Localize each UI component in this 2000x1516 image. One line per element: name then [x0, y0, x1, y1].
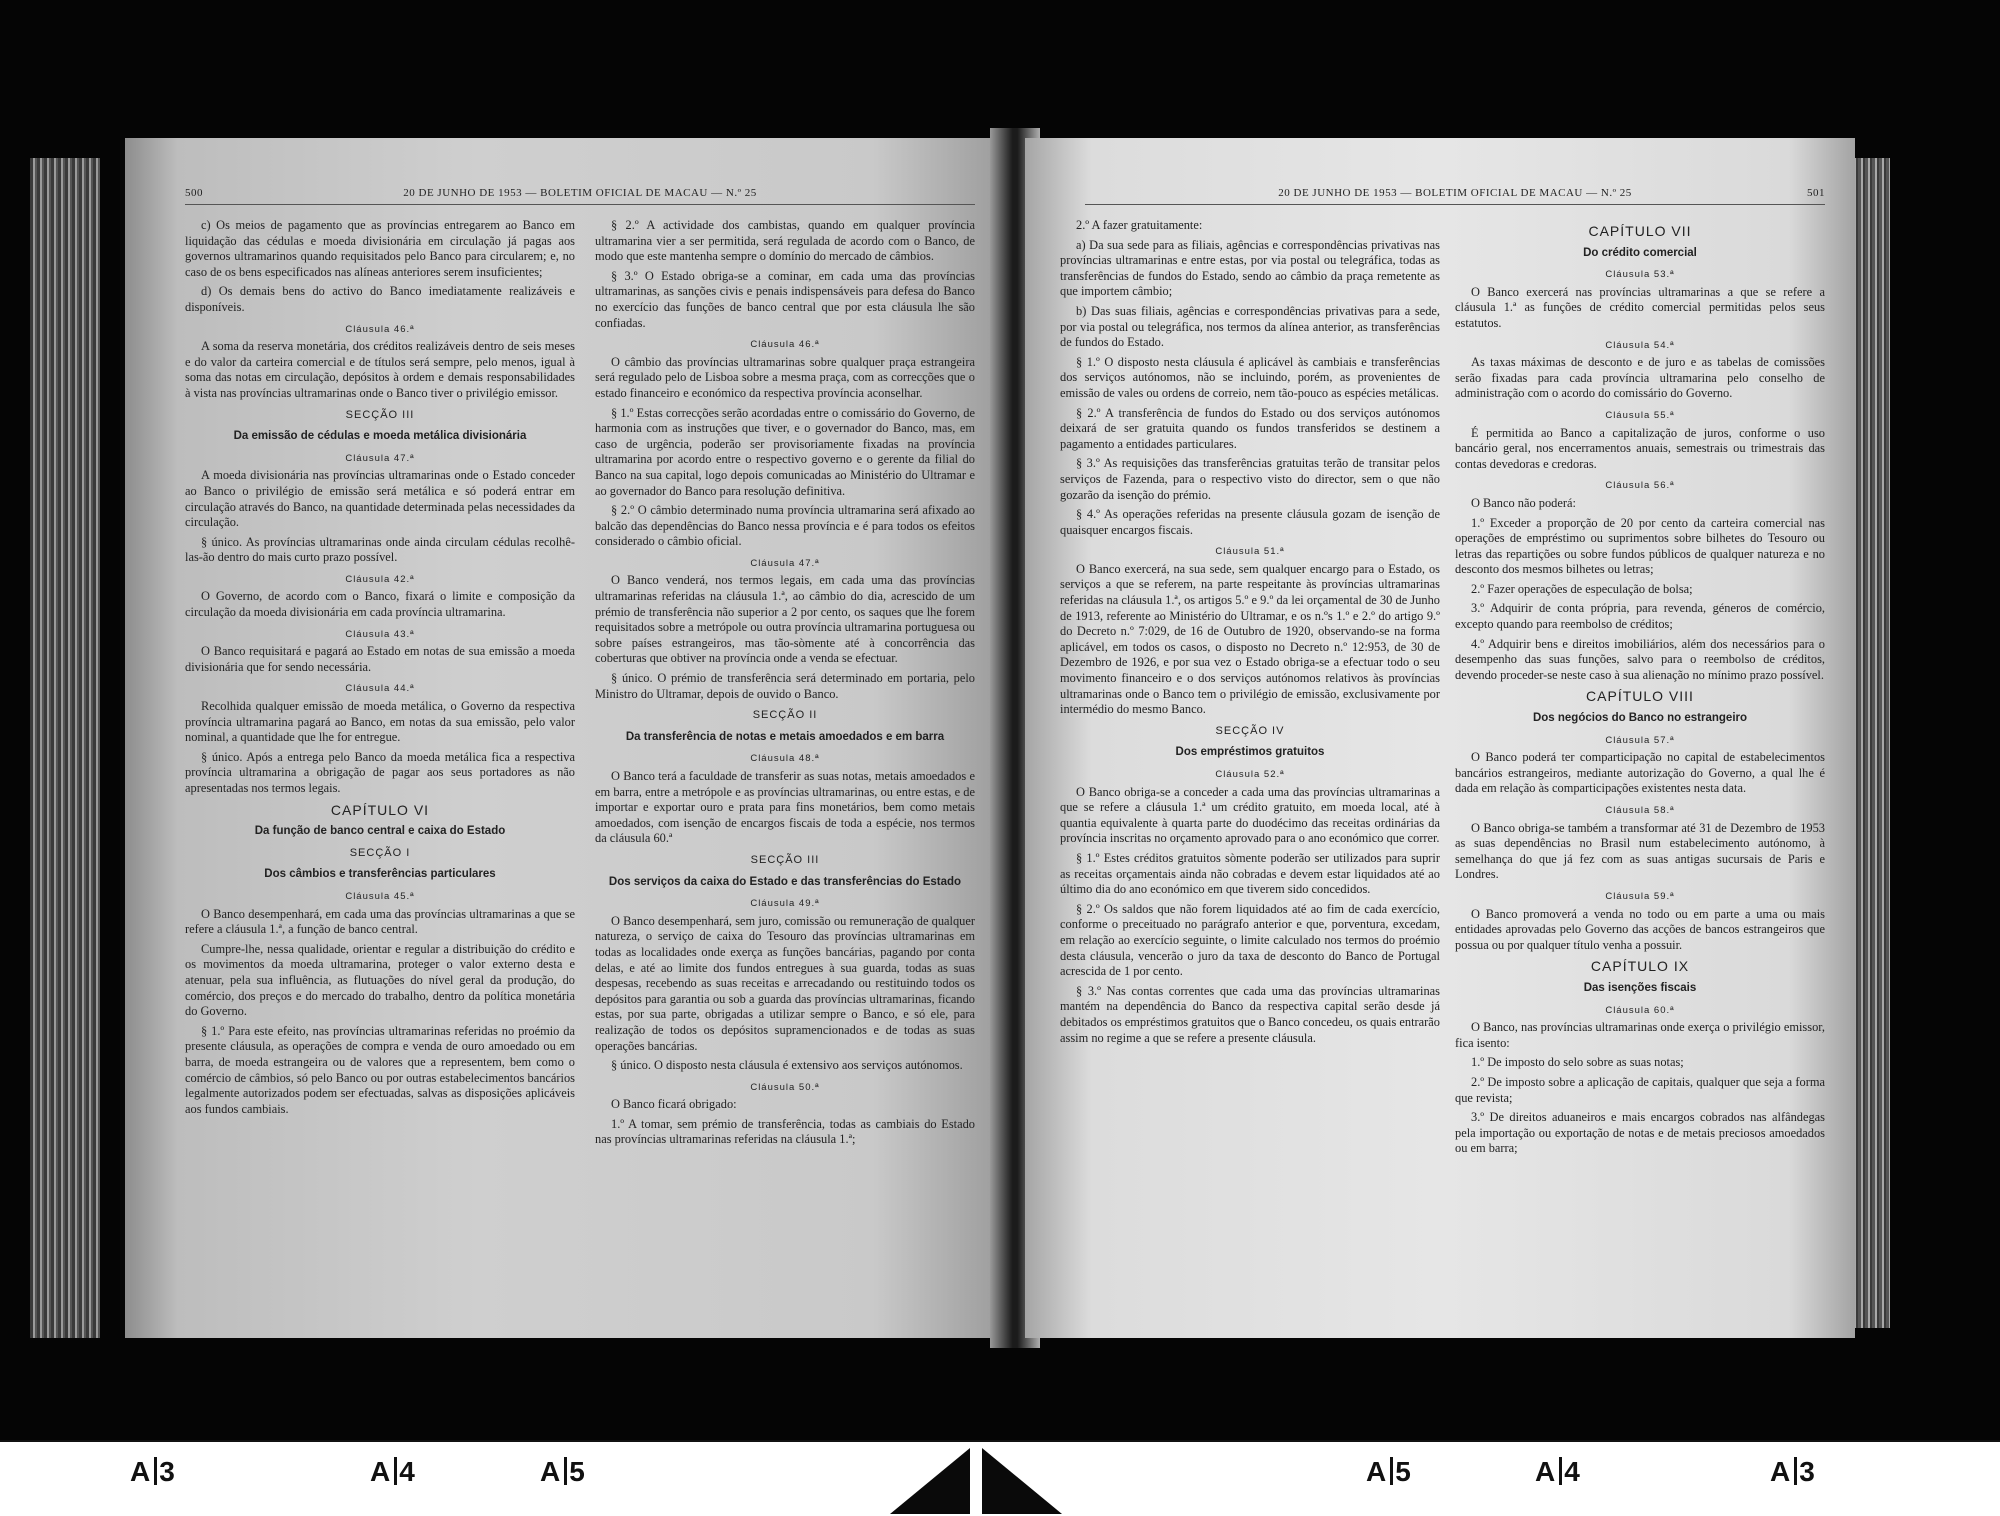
- clause-heading: Cláusula 60.ª: [1605, 1004, 1675, 1016]
- scale-mark: A 5: [540, 1456, 587, 1487]
- subsection-title: Do crédito comercial: [1583, 246, 1697, 259]
- paragraph: c) Os meios de pagamento que as províncias entregarem ao Banco em liquidação das cédulas e moeda divisionária em circulação já pagas aos governos ultramarinos quando requisitados pelo Banco para circularem; e, no caso de os bens especificados nas alíneas anteriores serem insuficientes;: [185, 218, 575, 279]
- paragraph: O Banco ficará obrigado:: [611, 1097, 737, 1112]
- paragraph: O Governo, de acordo com o Banco, fixará o limite e composição da circulação da moeda divisionária em cada província ultramarina.: [185, 589, 575, 620]
- scale-mark: A 4: [1535, 1456, 1582, 1487]
- section-heading: SECÇÃO III: [750, 853, 820, 866]
- clause-heading: Cláusula 48.ª: [750, 753, 820, 765]
- paragraph: § 4.º As operações referidas na presente cláusula gozam de isenção de quaisquer encargos fiscais.: [1060, 507, 1440, 537]
- right-column-1: [1060, 218, 1440, 1050]
- right-page: [1025, 138, 1855, 1338]
- paragraph: § 2.º A transferência de fundos do Estado ou dos serviços autónomos deixará de ser gratuita quando os fundos transferidos se destinem a pagamento a entidades particulares.: [1060, 405, 1440, 451]
- paragraph: 2.º De imposto sobre a aplicação de capitais, qualquer que seja a forma que revista;: [1455, 1074, 1825, 1105]
- subsection-title: Da transferência de notas e metais amoedados e em barra: [625, 730, 945, 743]
- section-heading: SECÇÃO IV: [1215, 724, 1285, 737]
- paragraph: O Banco obriga-se a conceder a cada uma das províncias ultramarinas a que se refere a cláusula 1.ª um crédito gratuito, em moeda local, até à quantia equivalente à quarta parte do duodécimo das receitas ordinárias da província inscritas no orçamento aprovado para o ano económico que correr.: [1060, 784, 1440, 846]
- paragraph: § 1.º Estas correcções serão acordadas entre o comissário do Governo, de harmonia com as instruções que tiver, e o governador do Banco, mas, em caso de urgência, poderão ser provisoriamente fixadas na província ultramarina por acordo entre o respectivo governo e o gerente da filial do Banco na sua capital, logo depois comunicadas ao Ministério do Ultramar e ao governador do Banco para resolução definitiva.: [595, 405, 975, 498]
- running-head-left: [185, 186, 975, 205]
- paragraph: § 1.º O disposto nesta cláusula é aplicável às cambiais e transferências dos serviços autónomos, não se incluindo, porém, as provenientes de emissão de vales ou ordens de correio, nem tão-pouco as espécies metálicas.: [1060, 354, 1440, 400]
- clause-heading: Cláusula 57.ª: [1605, 734, 1675, 746]
- section-heading: SECÇÃO I: [349, 846, 411, 859]
- clause-heading: Cláusula 53.ª: [1605, 269, 1675, 281]
- paragraph: Cumpre-lhe, nessa qualidade, orientar e regular a distribuição do crédito e os movimentos da moeda ultramarina, proteger o valor externo desta e atenuar, pela sua influência, as flutuações do nível geral da produção, do comércio, dos preços e do mercado do trabalho, dentro da política monetária do Governo.: [185, 941, 575, 1019]
- paragraph: § 1.º Para este efeito, nas províncias ultramarinas referidas no proémio da presente cláusula, as operações de compra e venda de ouro amoedado ou em barra, de moeda estrangeira ou de valores que a representem, bem como o comércio de câmbios, só pelo Banco ou por outras estabelecimentos bancários legalmente autorizados podem ser efectuadas, salvas as disposições aplicáveis aos fundos cambiais.: [185, 1023, 575, 1116]
- clause-heading: Cláusula 56.ª: [1605, 480, 1675, 492]
- chapter-heading: CAPÍTULO VI: [330, 801, 430, 818]
- clause-heading: Cláusula 44.ª: [345, 683, 415, 695]
- paragraph: § 2.º Os saldos que não forem liquidados até ao fim de cada exercício, conforme o preceituado no parágrafo anterior e que, porventura, excedam, em relação ao exercício seguinte, o limite calculado nos termos do proémio desta cláusula, vencerão o juro da taxa de desconto do Banco de Portugal acrescida de 1 por cento.: [1060, 901, 1440, 979]
- paragraph: O Banco venderá, nos termos legais, em cada uma das províncias ultramarinas referidas na cláusula 1.ª, ao câmbio do dia, acrescido de um prémio de transferência não superior a 2 por cento, os saques que lhe forem requisitados sobre a metrópole ou outra província ultramarina portuguesa ou sobre países estrangeiros, mas tão-sòmente até à concorrência das coberturas que obtiver na província onde a venda se efectuar.: [595, 573, 975, 666]
- fiducial-triangle-right: [982, 1448, 1062, 1514]
- clause-heading: Cláusula 54.ª: [1605, 339, 1675, 351]
- paragraph: O Banco exercerá nas províncias ultramarinas a que se refere a cláusula 1.ª as funções de crédito comercial permitidas pelos seus estatutos.: [1455, 284, 1825, 330]
- paragraph: § 1.º Estes créditos gratuitos sòmente poderão ser utilizados para suprir as receitas orçamentais ainda não cobradas e devem estar liquidados até ao último dia do ano económico em que tiverem sido concedidos.: [1060, 850, 1440, 897]
- paragraph: b) Das suas filiais, agências e correspondências privativas para a sede, por via postal ou telegráfica, nos termos da alínea anterior, as transferências de fundos do Estado.: [1060, 303, 1440, 350]
- clause-heading: Cláusula 45.ª: [345, 890, 415, 902]
- paragraph: 2.º A fazer gratuitamente:: [1076, 218, 1203, 232]
- paragraph: É permitida ao Banco a capitalização de juros, conforme o uso bancário geral, nos encerramentos anuais, semestrais ou trimestrais das contas devedoras e credoras.: [1455, 425, 1825, 471]
- clause-heading: Cláusula 43.ª: [345, 628, 415, 640]
- paragraph: O Banco desempenhará, sem juro, comissão ou remuneração de qualquer natureza, o serviço de caixa do Tesouro das províncias ultramarinas em todas as localidades onde exerça as funções bancárias, pagando por conta delas, e até ao limite dos fundos entregues à sua guarda, todas as suas despesas, recebendo as suas receitas e arrecadando ou restituindo todos os depósitos para garantia ou sob a guarda das províncias ultramarinas, ficando estas, por sua parte, obrigadas a utilizar sempre o Banco, e só ele, para realização de todos os depósitos supramencionados e de todas as suas operações bancárias.: [595, 913, 975, 1053]
- paragraph: O Banco, nas províncias ultramarinas onde exerça o privilégio emissor, fica isento:: [1455, 1020, 1825, 1050]
- page-number: 501: [1807, 187, 1825, 199]
- clause-heading: Cláusula 42.ª: [345, 573, 415, 585]
- left-column-1: [185, 218, 575, 1121]
- subsection-title: Dos câmbios e transferências particulares: [264, 868, 496, 881]
- chapter-heading: CAPÍTULO VIII: [1586, 688, 1694, 705]
- paragraph: § 3.º Nas contas correntes que cada uma das províncias ultramarinas mantém na dependência do Banco da respectiva capital serão desde já debitados os empréstimos gratuitos que o Banco concedeu, os quais entrarão assim no regime a que se refere a presente cláusula.: [1060, 983, 1440, 1045]
- subsection-title: Dos negócios do Banco no estrangeiro: [1532, 712, 1748, 725]
- paragraph: As taxas máximas de desconto e de juro e as tabelas de comissões serão fixadas para cada província ultramarina pelo conselho de administração com o acordo do comissário do Governo.: [1455, 355, 1825, 401]
- paragraph: Recolhida qualquer emissão de moeda metálica, o Governo da respectiva província ultramarina pagará ao Banco, em notas da sua emissão, pelo valor nominal, a quantidade que lhe for entregue.: [185, 699, 575, 745]
- paragraph: § 3.º O Estado obriga-se a cominar, em cada uma das províncias ultramarinas, as sanções civis e penais indispensáveis para defesa do Banco no exercício das funções de banco central que por esta cláusula lhe são confiadas.: [595, 268, 975, 330]
- left-column-2: [595, 218, 975, 1152]
- paragraph: 1.º A tomar, sem prémio de transferência, todas as cambiais do Estado nas províncias ultramarinas referidas na cláusula 1.ª;: [595, 1116, 975, 1147]
- right-column-2: [1455, 218, 1825, 1161]
- page-number: 500: [185, 187, 203, 199]
- paragraph: § 3.º As requisições das transferências gratuitas terão de transitar pelos serviços de Fazenda, para o respectivo visto do director, sem o que não gozarão da isenção do prémio.: [1060, 456, 1440, 502]
- clause-heading: Cláusula 51.ª: [1215, 546, 1285, 558]
- paragraph: 1.º De imposto do selo sobre as suas notas;: [1471, 1055, 1684, 1070]
- paragraph: O Banco promoverá a venda no todo ou em parte a uma ou mais entidades aprovadas pelo Governo das acções de bancos estrangeiros que possua ou por qualquer título venha a possuir.: [1455, 906, 1825, 952]
- paragraph: 3.º De direitos aduaneiros e mais encargos cobrados nas alfândegas pela importação ou exportação de notas e de metais preciosos amoedados ou em barra;: [1455, 1110, 1825, 1156]
- scale-mark: A 5: [1366, 1456, 1413, 1487]
- paragraph: O Banco obriga-se também a transformar até 31 de Dezembro de 1953 as suas dependências no Brasil num estabelecimento autónomo, à semelhança do que já fez com as suas antigas sucursais de Paris e Londres.: [1455, 820, 1825, 882]
- subsection-title: Dos serviços da caixa do Estado e das transferências do Estado: [608, 875, 962, 888]
- running-title: 20 DE JUNHO DE 1953 — BOLETIM OFICIAL DE MACAU — N.º 25: [1278, 187, 1632, 199]
- subsection-title: Da função de banco central e caixa do Estado: [254, 825, 506, 838]
- paragraph: 3.º Adquirir de conta própria, para revenda, géneros de comércio, excepto quando para reembolso de créditos;: [1455, 601, 1825, 632]
- page-edges-left: [30, 158, 100, 1338]
- clause-heading: Cláusula 55.ª: [1605, 409, 1675, 421]
- paragraph: § único. O disposto nesta cláusula é extensivo aos serviços autónomos.: [611, 1058, 963, 1073]
- scale-mark: A 4: [370, 1456, 417, 1487]
- paragraph: O Banco terá a faculdade de transferir as suas notas, metais amoedados e em barra, entre a metrópole e as províncias ultramarinas, ou entre estas, e de importar e exportar ouro e prata para fins monetários, bem como metais amoedados, com isenção de encargos fiscais de toda a espécie, nos termos da cláusula 60.ª: [595, 769, 975, 846]
- chapter-heading: CAPÍTULO IX: [1590, 958, 1690, 975]
- paragraph: O Banco exercerá, na sua sede, sem qualquer encargo para o Estado, os serviços a que se referem, na parte respeitante às províncias ultramarinas referidas na cláusula 1.ª, os artigos 5.º e 9.º da lei orçamental de 30 de Junho de 1913, referente ao Ministério do Ultramar, e os n.ºs 1.º e 2.º do artigo 9.º do Decreto n.º 7:029, de 16 de Outubro de 1920, observando-se na forma aplicável, em todos os casos, o disposto no Decreto n.º 12:953, de 30 de Dezembro de 1926, e por sua vez o Estado obriga-se a efectuar todo o seu movimento financeiro e o dos serviços autónomos relativos às províncias ultramarinas onde o Banco tem o privilégio de emissão, exclusivamente por intermédio do mesmo Banco.: [1060, 561, 1440, 717]
- paragraph: § único. O prémio de transferência será determinado em portaria, pelo Ministro do Ultramar, depois de ouvido o Banco.: [595, 671, 975, 701]
- scale-mark: A 3: [1770, 1456, 1817, 1487]
- paragraph: § único. As províncias ultramarinas onde ainda circulam cédulas recolhê-las-ão dentro do mais curto prazo possível.: [185, 534, 575, 565]
- fiducial-triangle-left: [890, 1448, 970, 1514]
- left-page: [125, 138, 1005, 1338]
- open-book: [30, 118, 1880, 1358]
- section-heading: SECÇÃO II: [752, 709, 818, 722]
- paragraph: O câmbio das províncias ultramarinas sobre qualquer praça estrangeira será regulado pelo de Lisboa sobre a mesma praça, com as correcções que o estado financeiro e económico da respectiva província aconselhar.: [595, 354, 975, 400]
- clause-heading: Cláusula 47.ª: [345, 452, 415, 464]
- paragraph: A moeda divisionária nas províncias ultramarinas onde o Estado conceder ao Banco o privilégio de emissão será metálica e só poderá entrar em circulação através do Banco, na quantidade determinada pelas necessidades da circulação.: [185, 468, 575, 530]
- paragraph: § 2.º O câmbio determinado numa província ultramarina será afixado ao balcão das dependências do Banco nessa província e é para todos os efeitos considerado o câmbio oficial.: [595, 503, 975, 549]
- paragraph: § 2.º A actividade dos cambistas, quando em qualquer província ultramarina vier a ser permitida, será regulada de acordo com o Banco, de modo que este mantenha sempre o domínio do mercado de câmbios.: [595, 218, 975, 264]
- paragraph: 1.º Exceder a proporção de 20 por cento da carteira comercial nas operações de empréstimo ou suprimentos sobre bilhetes do Tesouro ou letras das repartições ou sobre fundos públicos de qualquer natureza e no desconto dos mesmos bilhetes ou letras;: [1455, 515, 1825, 577]
- paragraph: d) Os demais bens do activo do Banco imediatamente realizáveis e disponíveis.: [185, 284, 575, 314]
- paragraph: § único. Após a entrega pelo Banco da moeda metálica fica a respectiva província ultramarina a obrigação de pagar aos seus portadores as não apresentadas nos termos legais.: [185, 749, 575, 795]
- section-heading: SECÇÃO III: [345, 408, 415, 421]
- paragraph: O Banco desempenhará, em cada uma das províncias ultramarinas a que se refere a cláusula 1.ª, a função de banco central.: [185, 906, 575, 937]
- clause-heading: Cláusula 52.ª: [1215, 769, 1285, 780]
- chapter-heading: CAPÍTULO VII: [1588, 223, 1692, 239]
- paragraph: 2.º Fazer operações de especulação de bolsa;: [1471, 581, 1693, 596]
- clause-heading: Cláusula 49.ª: [750, 898, 820, 910]
- clause-heading: Cláusula 59.ª: [1605, 890, 1675, 902]
- clause-heading: Cláusula 46.ª: [750, 339, 820, 351]
- paragraph: O Banco não poderá:: [1471, 495, 1576, 510]
- clause-heading: Cláusula 50.ª: [750, 1081, 820, 1093]
- running-head-right: [1085, 186, 1825, 205]
- paragraph: a) Da sua sede para as filiais, agências e correspondências privativas nas províncias ultramarinas e entre estas, por via postal ou telegráfica, todas as transferências de fundos do Estado, sendo ao câmbio da praça remetente as que importem câmbio;: [1060, 237, 1440, 299]
- scale-mark: A 3: [130, 1456, 177, 1487]
- paragraph: A soma da reserva monetária, dos créditos realizáveis dentro de seis meses e do valor da carteira comercial e de títulos será sempre, pelo menos, igual à soma das notas em circulação, depósitos à ordem e demais responsabilidades à vista nas províncias ultramarinas onde o Banco tiver o privilégio emissor.: [185, 339, 575, 400]
- subsection-title: Da emissão de cédulas e moeda metálica divisionária: [233, 430, 527, 443]
- running-title: 20 DE JUNHO DE 1953 — BOLETIM OFICIAL DE MACAU — N.º 25: [403, 187, 757, 199]
- subsection-title: Dos empréstimos gratuitos: [1175, 746, 1325, 759]
- paragraph: 4.º Adquirir bens e direitos imobiliários, além dos necessários para o desempenho das suas funções, salvo para o reembolso de créditos, devendo proceder-se neste caso à sua alienação no mínimo prazo possível.: [1455, 636, 1825, 682]
- paragraph: O Banco requisitará e pagará ao Estado em notas de sua emissão a moeda divisionária que for sendo necessária.: [185, 644, 575, 674]
- subsection-title: Das isenções fiscais: [1583, 981, 1697, 994]
- paragraph: O Banco poderá ter comparticipação no capital de estabelecimentos bancários estrangeiros, mediante autorização do Governo, a qual lhe é dada em relação às comparticipações existentes nesta data.: [1455, 750, 1825, 796]
- clause-heading: Cláusula 58.ª: [1605, 805, 1675, 816]
- clause-heading: Cláusula 46.ª: [345, 323, 415, 335]
- clause-heading: Cláusula 47.ª: [750, 557, 820, 569]
